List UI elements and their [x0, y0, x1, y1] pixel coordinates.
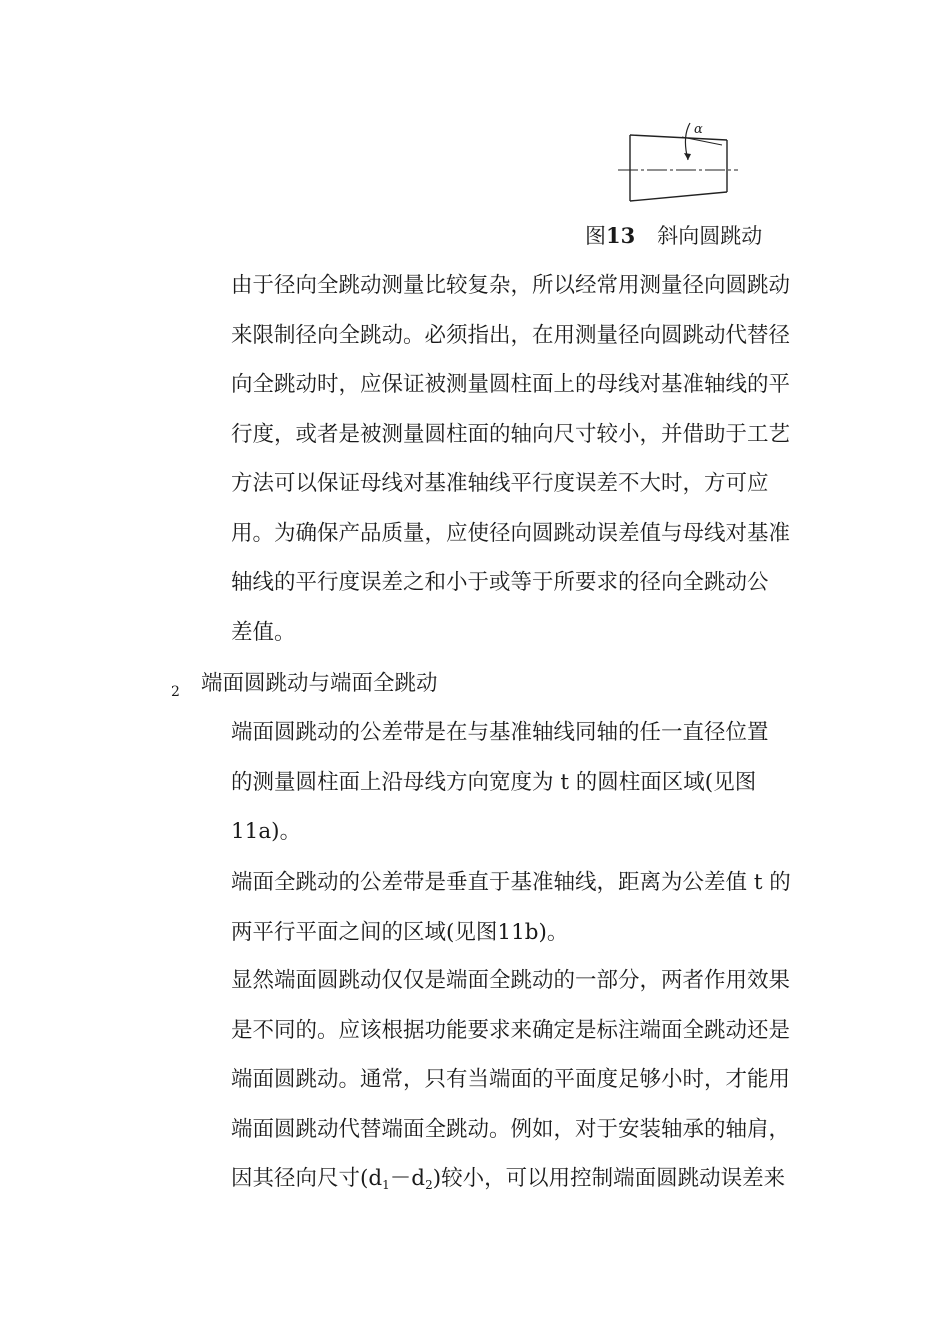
text-line: 向全跳动时，应保证被测量圆柱面上的母线对基准轴线的平 [231, 372, 791, 397]
text-line: 的测量圆柱面上沿母线方向宽度为 t 的圆柱面区域(见图 [231, 769, 757, 795]
subscript: 2 [425, 1178, 433, 1192]
text-line-with-subscripts: 因其径向尺寸$(d_1-d_2)$较小，可以用控制端面圆跳动误差来 [231, 1166, 786, 1192]
text-line: 端面圆跳动。通常，只有当端面的平面度足够小时，才能用 [231, 1067, 791, 1092]
subscript: 1 [382, 1178, 390, 1192]
paragraph-radial-runout [231, 261, 811, 657]
text-line: 11a)。 [231, 819, 302, 844]
text-line: 端面全跳动的公差带是垂直于基准轴线，距离为公差值 t 的 [231, 870, 791, 895]
text-line: 显然端面圆跳动仅仅是端面全跳动的一部分，两者作用效果 [231, 968, 791, 993]
text-line: 端面圆跳动代替端面全跳动。例如，对于安装轴承的轴肩， [231, 1116, 791, 1142]
text-line: 端面圆跳动的公差带是在与基准轴线同轴的任一直径位置 [231, 720, 769, 745]
section-heading [171, 669, 438, 707]
text-line: 方法可以保证母线对基准轴线平行度误差不大时，方可应 [231, 471, 769, 496]
caption-title: 斜向圆跳动 [657, 224, 763, 248]
paragraph-axial-circular-runout [231, 708, 811, 857]
section-title: 端面圆跳动与端面全跳动 [201, 671, 438, 696]
alpha-symbol: α [694, 122, 703, 137]
text-line: 来限制径向全跳动。必须指出，在用测量径向圆跳动代替径 [231, 322, 791, 348]
paragraph-comparison [231, 956, 811, 1204]
text-line: 行度，或者是被测量圆柱面的轴向尺寸较小，并借助于工艺 [231, 421, 791, 447]
text-line: 轴线的平行度误差之和小于或等于所要求的径向全跳动公 [231, 570, 769, 595]
figure-caption [585, 222, 762, 250]
text-line: 两平行平面之间的区域(见图11b)。 [231, 919, 569, 945]
text-line: 用。为确保产品质量，应使径向圆跳动误差值与母线对基准 [231, 520, 791, 546]
text-line: 是不同的。应该根据功能要求来确定是标注端面全跳动还是 [231, 1017, 791, 1043]
caption-prefix: 图 [585, 224, 606, 248]
figure-13-diagram [612, 115, 742, 210]
text-line: 差值。 [231, 619, 296, 645]
text-line: 由于径向全跳动测量比较复杂，所以经常用测量径向圆跳动 [231, 273, 791, 298]
caption-number: 13 [606, 223, 636, 248]
paragraph-axial-total-runout [231, 858, 811, 957]
section-number: 2 [171, 684, 180, 700]
